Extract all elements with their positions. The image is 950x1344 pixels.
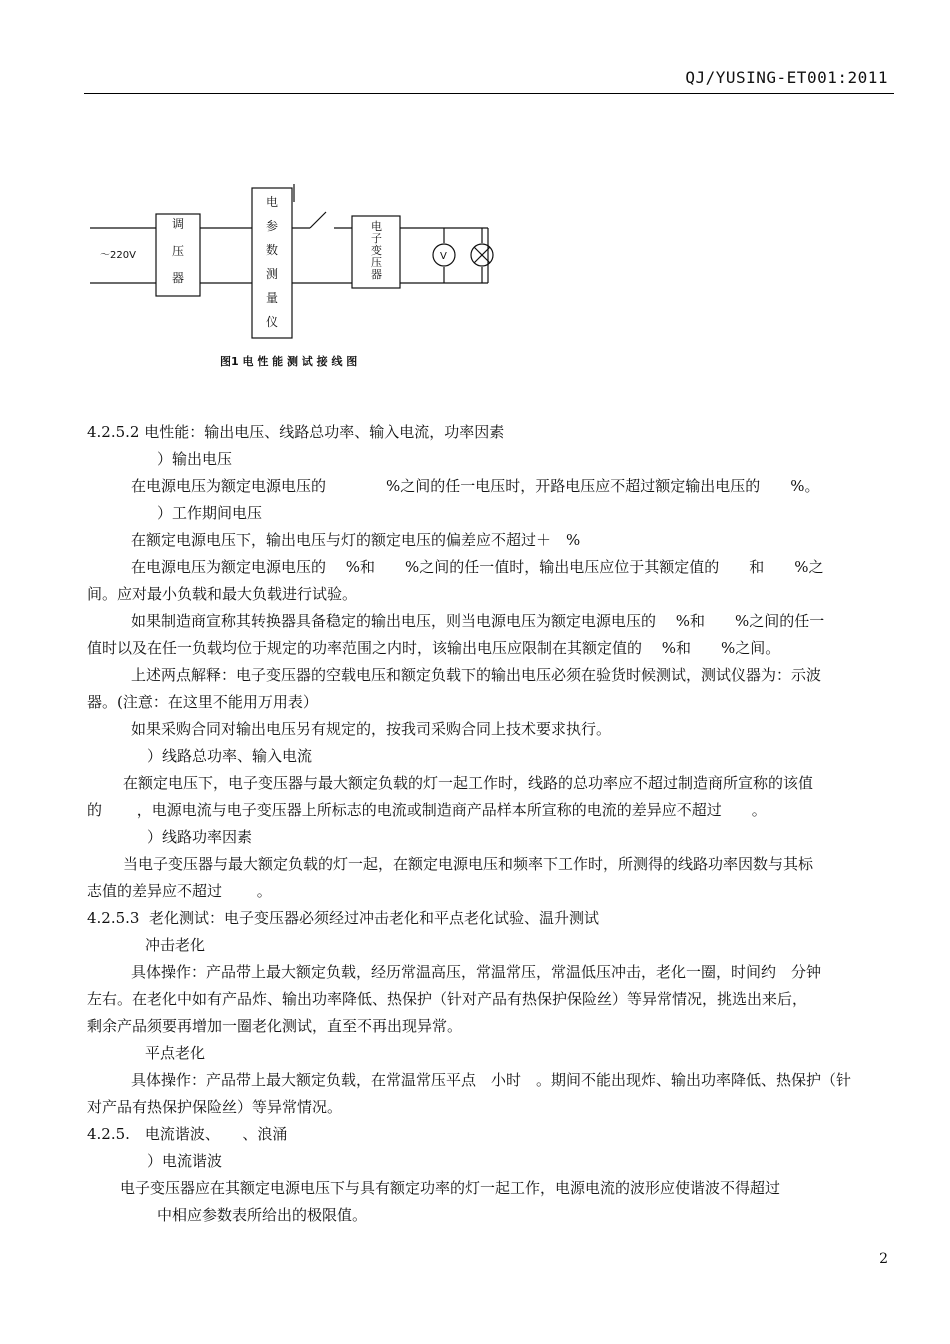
section-4253-title: 4.2.5.3 老化测试：电子变压器必须经过冲击老化和平点老化试验、温升测试 (87, 909, 600, 927)
transformer-char-1: 电 (371, 220, 382, 233)
meter-char-1: 电 (266, 195, 279, 209)
figure-caption: 图1 电 性 能 测 试 接 线 图 (220, 355, 358, 368)
body-content (87, 419, 893, 1229)
meter-char-5: 量 (266, 291, 279, 305)
section-425x-title: 4.2.5. 电流谐波、 、浪涌 (87, 1125, 288, 1143)
header-rule (84, 93, 894, 94)
meter-char-6: 仪 (266, 315, 279, 329)
para-range-line1: 在电源电压为额定电源电压的 %和 %之间的任一值时，输出电压应位于其额定值的 和 %之 (131, 558, 824, 576)
para-range-line2: 间。应对最小负载和最大负载进行试验。 (87, 585, 358, 603)
doc-code: QJ/YUSING-ET001:2011 (685, 68, 888, 87)
para-deviation: 在额定电源电压下，输出电压与灯的额定电压的偏差应不超过＋ % (131, 531, 581, 549)
para-stable-line2: 值时以及在任一负载均位于规定的功率范围之内时，该输出电压应限制在其额定值的 %和 %之间。 (87, 639, 781, 657)
meter-char-3: 数 (266, 243, 279, 257)
item-harmonic: ）电流谐波 (147, 1152, 223, 1170)
meter-char-2: 参 (266, 219, 279, 233)
transformer-char-2: 子 (371, 232, 382, 245)
page-number: 2 (879, 1251, 888, 1267)
flat-aging-heading: 平点老化 (145, 1044, 206, 1062)
meter-char-4: 测 (266, 267, 279, 281)
para-impact-line1: 具体操作：产品带上最大额定负载，经历常温高压，常温常压，常温低压冲击，老化一圈，时间约 分钟 (131, 963, 822, 981)
item-output-voltage: ）输出电压 (157, 450, 233, 468)
para-pf-line2: 志值的差异应不超过 。 (87, 882, 272, 900)
para-power-line1: 在额定电压下，电子变压器与最大额定负载的灯一起工作时，线路的总功率应不超过制造商所宣称的该值 (123, 774, 814, 792)
item-working-voltage: ）工作期间电压 (157, 504, 263, 522)
para-impact-line3: 剩余产品须要再增加一圈老化测试，直至不再出现异常。 (87, 1017, 463, 1035)
para-contract: 如果采购合同对输出电压另有规定的，按我司采购合同上技术要求执行。 (131, 720, 612, 738)
item-power-factor: ）线路功率因素 (147, 828, 253, 846)
regulator-char-3: 器 (172, 271, 185, 285)
voltmeter-label: V (440, 251, 447, 262)
section-4252-title: 4.2.5.2 电性能：输出电压、线路总功率、输入电流，功率因素 (87, 423, 505, 441)
transformer-char-4: 压 (371, 256, 382, 269)
para-harmonic-line1: 电子变压器应在其额定电源电压下与具有额定功率的灯一起工作，电源电流的波形应使谐波不得超过 (120, 1179, 781, 1197)
wiring-diagram (84, 178, 504, 378)
impact-aging-heading: 冲击老化 (145, 936, 206, 954)
para-explain-line2: 器。(注意：在这里不能用万用表） (87, 693, 318, 711)
switch-blade (310, 212, 326, 228)
para-harmonic-line2: 中相应参数表所给出的极限值。 (157, 1206, 368, 1224)
para-flat-line1: 具体操作：产品带上最大额定负载，在常温常压平点 小时 。期间不能出现炸、输出功率降低、热保护（针 (131, 1071, 852, 1089)
transformer-char-3: 变 (371, 244, 382, 257)
transformer-char-5: 器 (371, 268, 382, 281)
para-impact-line2: 左右。在老化中如有产品炸、输出功率降低、热保护（针对产品有热保护保险丝）等异常情况，挑选出来后， (87, 990, 808, 1008)
para-open-circuit: 在电源电压为额定电源电压的 %之间的任一电压时，开路电压应不超过额定输出电压的 %。 (131, 477, 820, 495)
regulator-char-2: 压 (172, 244, 185, 258)
para-stable-line1: 如果制造商宣称其转换器具备稳定的输出电压，则当电源电压为额定电源电压的 %和 %之间的任一 (131, 612, 825, 630)
para-explain-line1: 上述两点解释：电子变压器的空载电压和额定负载下的输出电压必须在验货时候测试，测试仪器为：示波 (131, 666, 822, 684)
para-power-line2: 的 ，电源电流与电子变压器上所标志的电流或制造商产品样本所宣称的电流的差异应不超过 。 (87, 801, 767, 819)
item-power-current: ）线路总功率、输入电流 (147, 747, 313, 765)
para-pf-line1: 当电子变压器与最大额定负载的灯一起，在额定电源电压和频率下工作时，所测得的线路功率因数与其标 (123, 855, 814, 873)
para-flat-line2: 对产品有热保护保险丝）等异常情况。 (87, 1098, 343, 1116)
regulator-char-1: 调 (172, 217, 185, 231)
supply-label: ～220V (100, 250, 136, 261)
